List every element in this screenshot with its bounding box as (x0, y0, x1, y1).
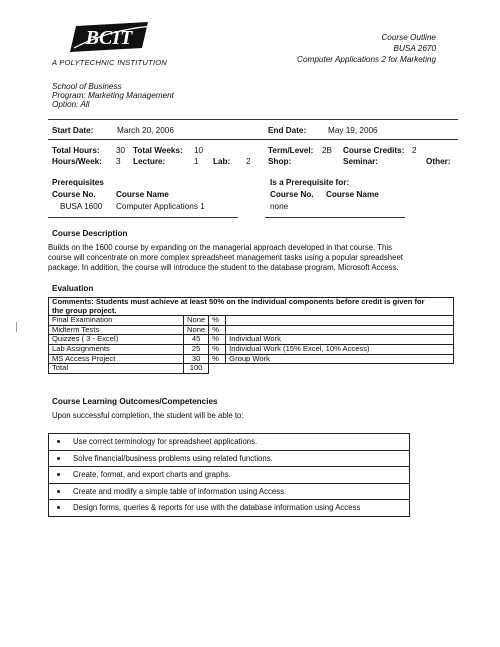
eval-pct (209, 364, 226, 374)
divider (265, 217, 405, 218)
bullet-icon (57, 490, 60, 493)
lab-label: Lab: (213, 157, 231, 166)
total-weeks-value: 10 (194, 146, 204, 155)
lab-value: 2 (246, 157, 251, 166)
seminar-label: Seminar: (343, 157, 379, 166)
start-date-label: Start Date: (52, 126, 94, 135)
outcomes-list (48, 433, 410, 517)
lecture-label: Lecture: (133, 157, 166, 166)
bullet-icon (57, 440, 60, 443)
evaluation-comment: the group project. (49, 307, 454, 316)
eval-note: Group Work (226, 354, 454, 364)
description-heading: Course Description (52, 229, 128, 238)
table-row (49, 344, 454, 354)
eval-value: None (184, 316, 209, 326)
prerequisites-heading: Prerequisites (52, 178, 104, 187)
eval-note: Individual Work (15% Excel, 10% Access) (226, 344, 454, 354)
table-row (49, 364, 454, 374)
is-prereq-col-name: Course Name (326, 190, 379, 199)
description-text (48, 243, 458, 273)
eval-pct: % (209, 354, 226, 364)
eval-note (226, 364, 454, 374)
is-prereq-value: none (270, 202, 289, 211)
divider (48, 139, 458, 140)
program-name: Program: Marketing Management (52, 91, 174, 100)
total-hours-label: Total Hours: (52, 146, 100, 155)
outcome-text: Create and modify a simple table of information using Access. (73, 486, 287, 496)
list-item (49, 500, 409, 516)
outcome-text: Solve financial/business problems using related functions. (73, 453, 273, 463)
eval-pct: % (209, 344, 226, 354)
evaluation-table (48, 297, 454, 374)
prereq-course-no: BUSA 1600 (60, 202, 103, 211)
course-code: BUSA 2670 (393, 44, 436, 53)
eval-note (226, 316, 454, 326)
end-date-label: End Date: (268, 126, 307, 135)
list-item (49, 451, 409, 468)
eval-item: Total (49, 364, 184, 374)
bcit-logo (68, 18, 154, 54)
description-line: Builds on the 1600 course by expanding on the managerial approach developed in that course. This (48, 243, 393, 252)
bullet-icon (57, 473, 60, 476)
total-weeks-label: Total Weeks: (133, 146, 183, 155)
eval-value: None (184, 325, 209, 335)
prereq-col-no: Course No. (52, 190, 96, 199)
term-value: 2B (322, 146, 333, 155)
list-item (49, 484, 409, 501)
lecture-value: 1 (194, 157, 199, 166)
divider (48, 217, 238, 218)
start-date-value: March 20, 2006 (117, 126, 174, 135)
outcome-text: Use correct terminology for spreadsheet applications. (73, 437, 258, 446)
eval-item: MS Access Project (49, 354, 184, 364)
total-hours-value: 30 (116, 146, 126, 155)
description-line: package. In addition, the course will introduce the student to the database program, Microsoft Access. (48, 263, 399, 272)
eval-item: Final Examination (49, 316, 184, 326)
term-label: Term/Level: (268, 146, 314, 155)
eval-item: Midterm Tests (49, 325, 184, 335)
is-prereq-col-no: Course No. (270, 190, 314, 199)
evaluation-heading: Evaluation (52, 284, 94, 293)
evaluation-comment: Comments: Students must achieve at least 50% on the individual components before credit is given for (49, 298, 454, 307)
outcome-text: Design forms, queries & reports for use with the database information using Access (73, 503, 361, 512)
outline-label: Course Outline (381, 33, 436, 42)
logo-lettering: BCIT (85, 27, 133, 49)
is-prereq-heading: Is a Prerequisite for: (270, 178, 350, 187)
list-item (49, 467, 409, 484)
credits-label: Course Credits: (343, 146, 405, 155)
eval-item: Quizzes ( 3 - Excel) (49, 335, 184, 345)
other-label: Other: (426, 157, 451, 166)
outcomes-intro: Upon successful completion, the student will be able to: (52, 411, 244, 420)
description-line: course will concentrate on more complex spreadsheet management tasks using a popular spreadsheet (48, 253, 403, 262)
eval-value: 30 (184, 354, 209, 364)
credits-value: 2 (412, 146, 417, 155)
eval-pct: % (209, 335, 226, 345)
outcome-text: Create, format, and export charts and graphs. (73, 470, 231, 479)
outcomes-heading: Course Learning Outcomes/Competencies (52, 397, 218, 406)
eval-note: Individual Work (226, 335, 454, 345)
divider (48, 119, 458, 120)
bullet-icon (57, 457, 60, 460)
hours-week-label: Hours/Week: (52, 157, 102, 166)
eval-pct: % (209, 316, 226, 326)
eval-value: 25 (184, 344, 209, 354)
prereq-col-name: Course Name (116, 190, 169, 199)
eval-value: 45 (184, 335, 209, 345)
course-title: Computer Applications 2 for Marketing (297, 55, 436, 64)
tagline: A POLYTECHNIC INSTITUTION (52, 58, 167, 67)
option-name: Option: All (52, 100, 90, 109)
eval-value: 100 (184, 364, 209, 374)
school-name: School of Business (52, 82, 122, 91)
prereq-course-name: Computer Applications 1 (116, 202, 205, 211)
shop-label: Shop: (268, 157, 292, 166)
bullet-icon (57, 506, 60, 509)
list-item (49, 434, 409, 451)
hours-week-value: 3 (116, 157, 121, 166)
table-row (49, 354, 454, 364)
end-date-value: May 19, 2006 (328, 126, 378, 135)
table-row (49, 316, 454, 326)
eval-item: Lab Assignments (49, 344, 184, 354)
margin-mark (16, 322, 17, 332)
eval-pct: % (209, 325, 226, 335)
